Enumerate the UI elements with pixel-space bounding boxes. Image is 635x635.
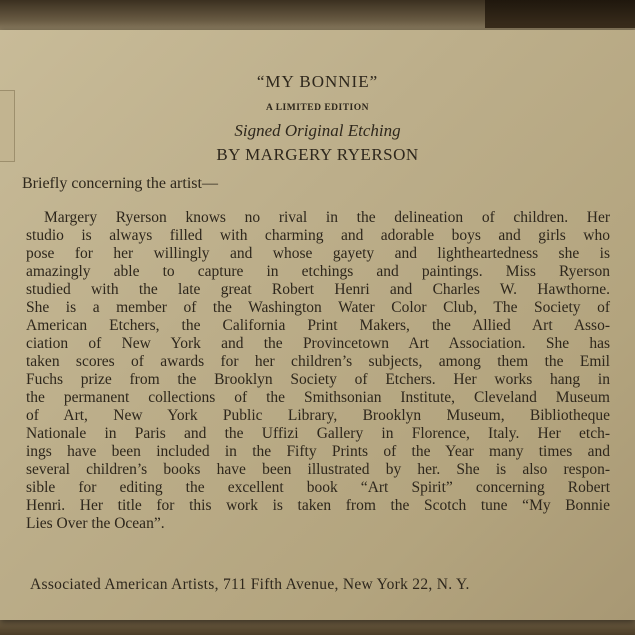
body-line: ciation of New York and the Provincetown Art Association. She has: [26, 335, 610, 352]
intro-line: Briefly concerning the artist—: [22, 175, 218, 192]
body-line: ings have been included in the Fifty Prints of the Year many times and: [26, 443, 610, 460]
artist-byline: BY MARGERY RYERSON: [216, 145, 419, 164]
body-line: Nationale in Paris and the Uffizi Gallery in Florence, Italy. Her etch-: [26, 425, 610, 442]
document-subtitle: Signed Original Etching: [234, 121, 401, 140]
body-line: Fuchs prize from the Brooklyn Society of Etchers. Her works hang in: [26, 371, 610, 388]
body-line: pose for her willingly and whose gayety and lightheartedness she is: [26, 245, 610, 262]
publisher-address: Associated American Artists, 711 Fifth Avenue, New York 22, N. Y.: [30, 576, 470, 593]
body-line: taken scores of awards for her children’s subjects, among them the Emil: [26, 353, 610, 370]
body-line: amazingly able to capture in etchings and paintings. Miss Ryerson: [26, 263, 610, 280]
body-line: Lies Over the Ocean”.: [26, 515, 165, 532]
body-line: Margery Ryerson knows no rival in the delineation of children. Her: [44, 209, 610, 226]
body-line: the permanent collections of the Smithsonian Institute, Cleveland Museum: [26, 389, 610, 406]
body-line: American Etchers, the California Print Makers, the Allied Art Asso-: [26, 317, 610, 334]
body-line: studio is always filled with charming and adorable boys and girls who: [26, 227, 610, 244]
document-title: “MY BONNIE”: [256, 72, 379, 91]
edition-label: A LIMITED EDITION: [266, 103, 369, 113]
background-bottom: [0, 620, 635, 635]
background-shadow: [485, 0, 635, 28]
body-line: of Art, New York Public Library, Brooklyn Museum, Bibliotheque: [26, 407, 610, 424]
body-line: studied with the late great Robert Henri and Charles W. Hawthorne.: [26, 281, 610, 298]
body-line: She is a member of the Washington Water Color Club, The Society of: [26, 299, 610, 316]
body-line: several children’s books have been illustrated by her. She is also respon-: [26, 461, 610, 478]
body-line: sible for editing the excellent book “Art Spirit” concerning Robert: [26, 479, 610, 496]
body-line: Henri. Her title for this work is taken from the Scotch tune “My Bonnie: [26, 497, 610, 514]
